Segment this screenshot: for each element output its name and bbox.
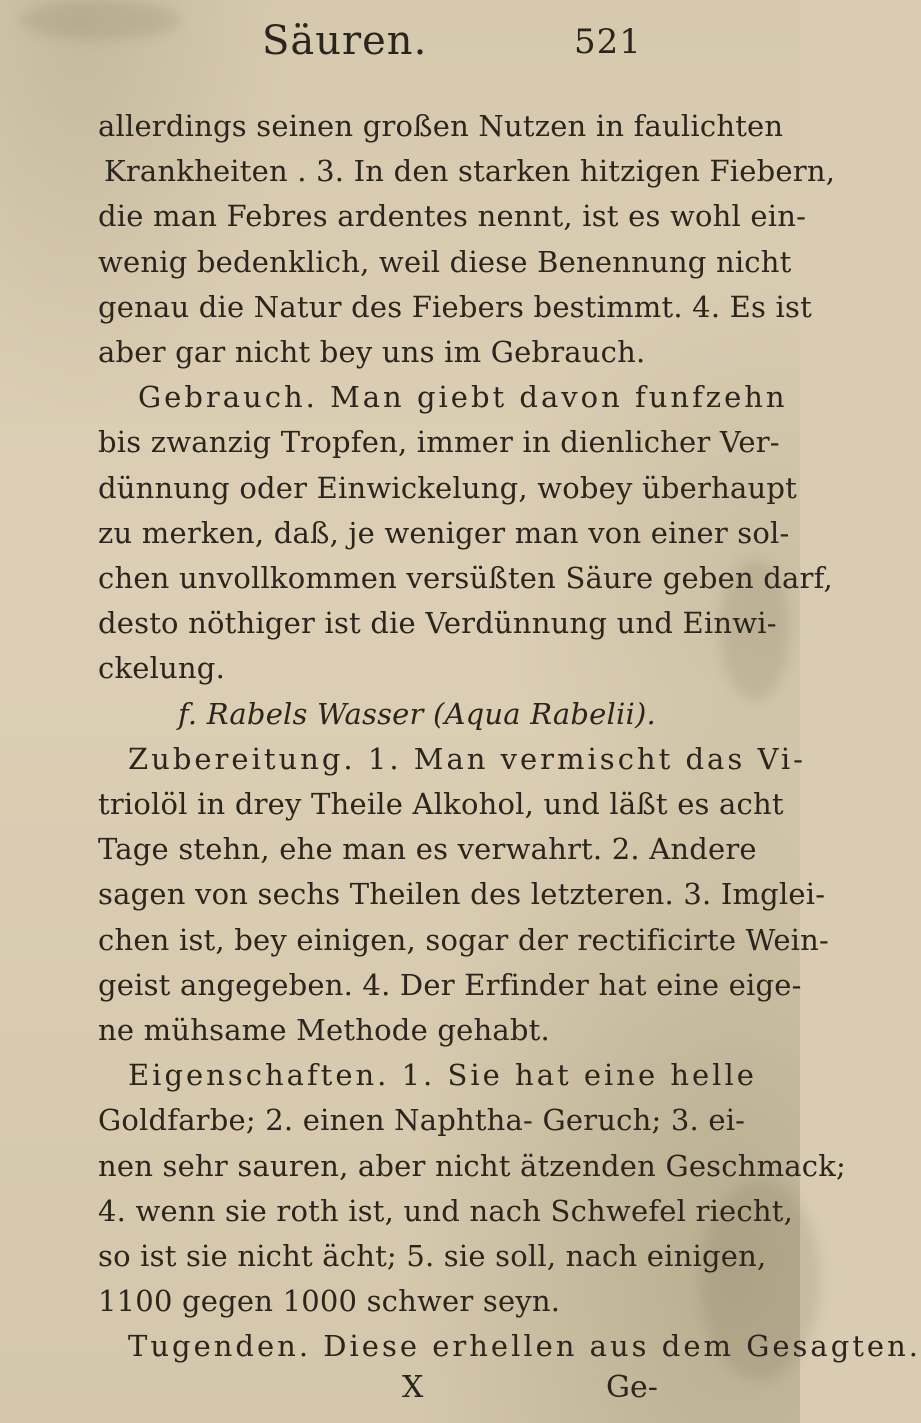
text-line: sagen von sechs Theilen des letzteren. 3. Imglei- <box>98 877 826 911</box>
text-line: triolöl in drey Theile Alkohol, und läßt es acht <box>98 787 784 821</box>
text-line: bis zwanzig Tropfen, immer in dienlicher Ver- <box>98 425 780 459</box>
signature-mark: X <box>402 1370 424 1405</box>
text-line: allerdings seinen großen Nutzen in faulichten <box>98 109 784 143</box>
text-line: 4. wenn sie roth ist, und nach Schwefel riecht, <box>98 1194 793 1228</box>
running-head: Säuren. <box>262 18 428 64</box>
text-line: nen sehr sauren, aber nicht ätzenden Geschmack; <box>98 1149 846 1183</box>
text-line: so ist sie nicht ächt; 5. sie soll, nach einigen, <box>98 1239 767 1273</box>
text-line: Goldfarbe; 2. einen Naphtha- Geruch; 3. ei- <box>98 1103 746 1137</box>
text-line: die man Febres ardentes nennt, ist es wohl ein- <box>98 199 807 233</box>
text-line: Zubereitung. 1. Man vermischt das Vi- <box>128 742 806 776</box>
text-line: Tugenden. Diese erhellen aus dem Gesagten. <box>128 1329 921 1363</box>
text-line: dünnung oder Einwickelung, wobey überhaupt <box>98 471 797 505</box>
text-line: genau die Natur des Fiebers bestimmt. 4. Es ist <box>98 290 812 324</box>
text-line: Krankheiten . 3. In den starken hitzigen Fiebern, <box>104 154 836 188</box>
text-line: chen unvollkommen versüßten Säure geben darf, <box>98 561 833 595</box>
catchword: Ge- <box>606 1370 658 1405</box>
text-line: chen ist, bey einigen, sogar der rectificirte Wein- <box>98 923 830 957</box>
text-line: aber gar nicht bey uns im Gebrauch. <box>98 335 646 369</box>
text-line: geist angegeben. 4. Der Erfinder hat eine eige- <box>98 968 802 1002</box>
text-line: ne mühsame Methode gehabt. <box>98 1013 550 1047</box>
text-line: 1100 gegen 1000 schwer seyn. <box>98 1284 561 1318</box>
text-line: desto nöthiger ist die Verdünnung und Einwi- <box>98 606 777 640</box>
text-line: Tage stehn, ehe man es verwahrt. 2. Andere <box>98 832 757 866</box>
text-line: wenig bedenklich, weil diese Benennung nicht <box>98 245 792 279</box>
page-number: 521 <box>574 22 642 62</box>
text-line: zu merken, daß, je weniger man von einer sol- <box>98 516 790 550</box>
page-header <box>0 14 800 74</box>
text-line: Gebrauch. Man giebt davon funfzehn <box>138 380 788 414</box>
text-line: ckelung. <box>98 651 225 685</box>
text-line: Eigenschaften. 1. Sie hat eine helle <box>128 1058 757 1092</box>
section-heading: f. Rabels Wasser (Aqua Rabelii). <box>178 697 656 731</box>
